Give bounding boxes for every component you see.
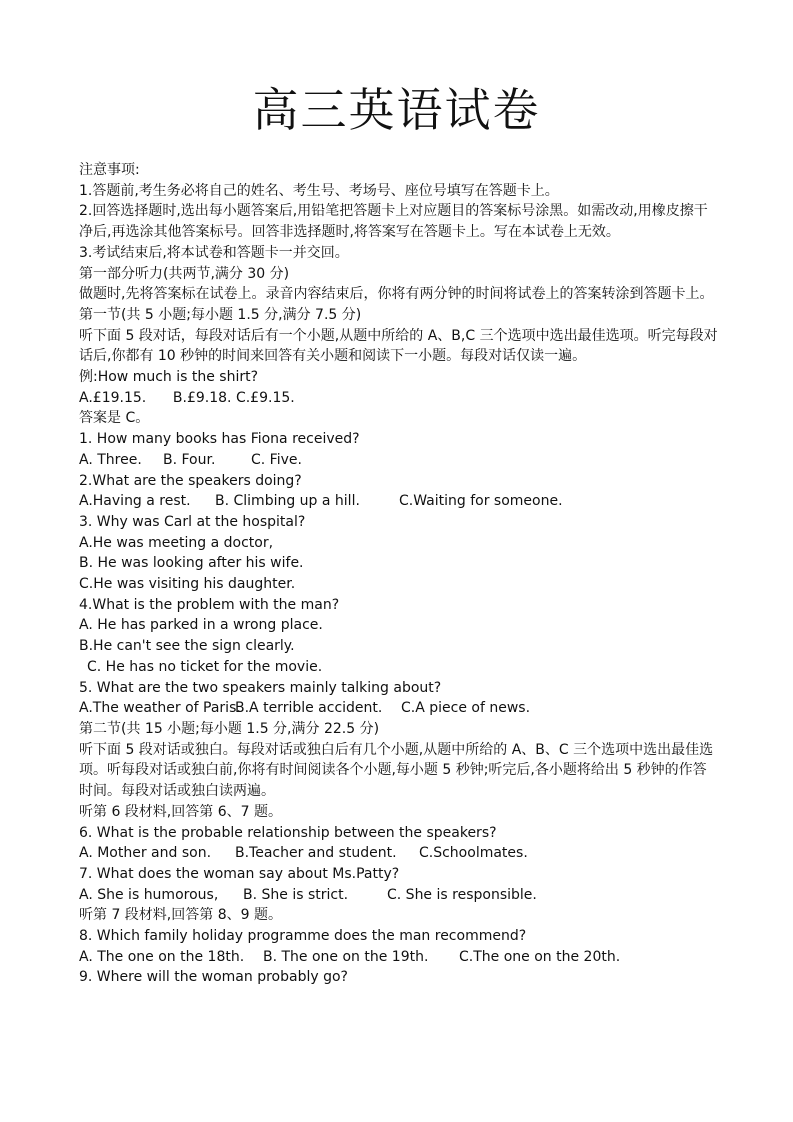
option-c: C. Five. xyxy=(251,451,302,468)
option-a: A. Three. xyxy=(79,451,142,468)
example-question: 例:How much is the shirt? xyxy=(79,369,259,386)
option-c: C.The one on the 20th. xyxy=(459,948,621,965)
section1-instruction: 听下面 5 段对话，每段对话后有一个小题,从题中所给的 A、B,C 三个选项中选出最佳选项。听完每段对话后,你都有 10 秒钟的时间来回答有关小题和阅读下一小题。每段对话仅读一遍。 xyxy=(79,327,718,365)
option-c: C. She is responsible. xyxy=(387,886,537,903)
option-b: B. Four. xyxy=(163,451,216,468)
notice-heading: 注意事项: xyxy=(79,162,140,178)
question-6: 6. What is the probable relationship between the speakers? xyxy=(79,824,497,841)
notice-item-1: 1.答题前,考生务必将自己的姓名、考生号、考场号、座位号填写在答题卡上。 xyxy=(79,182,559,199)
option-b: B. The one on the 19th. xyxy=(263,948,429,965)
part1-instruction: 做题时,先将答案标在试卷上。录音内容结束后，你将有两分钟的时间将试卷上的答案转涂到答题卡上。 xyxy=(79,286,714,303)
exam-content xyxy=(79,160,719,988)
option-b: B. Climbing up a hill. xyxy=(215,493,360,510)
question-3: 3. Why was Carl at the hospital? xyxy=(79,513,306,530)
question-4: 4.What is the problem with the man? xyxy=(79,596,340,613)
material-7-heading: 听第 7 段材料,回答第 8、9 题。 xyxy=(79,907,282,924)
question-5-options xyxy=(79,698,719,719)
page-title: 高三英语试卷 xyxy=(252,83,541,137)
option-a: A.Having a rest. xyxy=(79,493,191,510)
option-b: B.A terrible accident. xyxy=(235,700,383,717)
question-9: 9. Where will the woman probably go? xyxy=(79,969,348,986)
section1-heading: 第一节(共 5 小题;每小题 1.5 分,满分 7.5 分) xyxy=(79,306,362,323)
option-a: A.The weather of Paris. xyxy=(79,700,241,717)
example-answer: 答案是 C。 xyxy=(79,410,150,427)
option-b: B.Teacher and student. xyxy=(235,845,397,862)
option-a: A. She is humorous, xyxy=(79,886,219,903)
option-b: B.He can't see the sign clearly. xyxy=(79,638,295,655)
option-b: B. She is strict. xyxy=(243,886,349,903)
section2-instruction: 听下面 5 段对话或独白。每段对话或独白后有几个小题,从题中所给的 A、B、C 三个选项中选出最佳选项。听每段对话或独白前,你将有时间阅读各个小题,每小题 5 秒钟;听完后,各小题将给出 5 秒钟的作答时间。每段对话或独白读两遍。 xyxy=(79,741,714,800)
question-6-options xyxy=(79,843,719,864)
question-7: 7. What does the woman say about Ms.Patty? xyxy=(79,865,400,882)
question-1-options xyxy=(79,450,719,471)
question-8-options xyxy=(79,947,719,968)
example-options: A.£19.15. B.£9.18. C.£9.15. xyxy=(79,389,295,406)
option-a: A.He was meeting a doctor, xyxy=(79,534,274,551)
option-c: C.A piece of news. xyxy=(401,700,531,717)
option-a: A. The one on the 18th. xyxy=(79,948,245,965)
question-2: 2.What are the speakers doing? xyxy=(79,472,302,489)
question-8: 8. Which family holiday programme does the man recommend? xyxy=(79,928,527,945)
option-a: A. Mother and son. xyxy=(79,845,212,862)
question-1: 1. How many books has Fiona received? xyxy=(79,431,360,448)
option-c: C.Schoolmates. xyxy=(419,845,528,862)
question-5: 5. What are the two speakers mainly talking about? xyxy=(79,679,442,696)
option-c: C.He was visiting his daughter. xyxy=(79,576,296,593)
notice-item-3: 3.考试结束后,将本试卷和答题卡一并交回。 xyxy=(79,244,349,261)
option-a: A. He has parked in a wrong place. xyxy=(79,617,323,634)
section2-heading: 第二节(共 15 小题;每小题 1.5 分,满分 22.5 分) xyxy=(79,720,380,737)
option-b: B. He was looking after his wife. xyxy=(79,555,304,572)
question-7-options xyxy=(79,885,719,906)
notice-item-2: 2.回答选择题时,选出每小题答案后,用铅笔把答题卡上对应题目的答案标号涂黑。如需改动,用橡皮擦干净后,再选涂其他答案标号。回答非选择题时,将答案写在答题卡上。写在本试卷上无效。 xyxy=(79,203,708,241)
option-c: C.Waiting for someone. xyxy=(399,493,563,510)
part1-heading: 第一部分听力(共两节,满分 30 分) xyxy=(79,265,290,282)
option-c: C. He has no ticket for the movie. xyxy=(87,658,323,675)
question-2-options xyxy=(79,491,719,512)
material-6-heading: 听第 6 段材料,回答第 6、7 题。 xyxy=(79,803,282,820)
